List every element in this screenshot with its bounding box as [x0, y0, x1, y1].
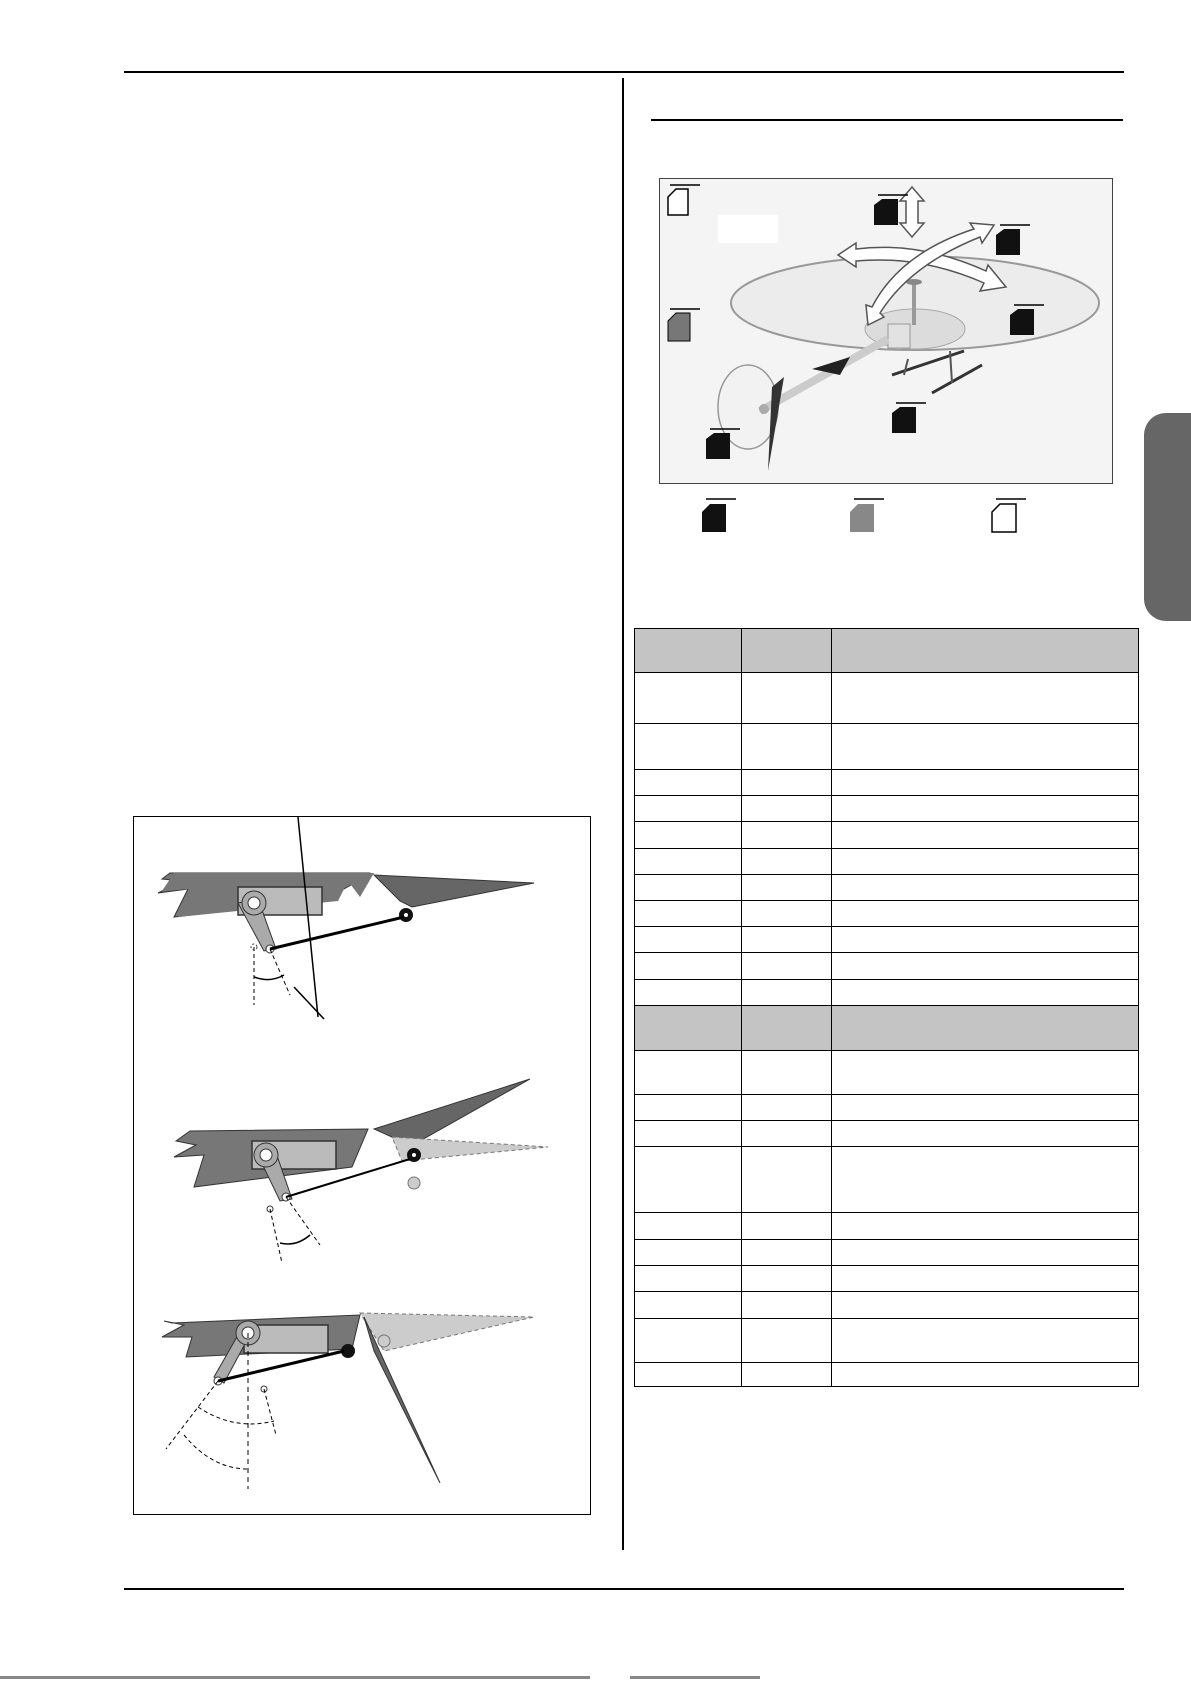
table-cell — [832, 1006, 1139, 1051]
table-cell — [832, 1240, 1139, 1266]
table-cell — [635, 796, 742, 822]
servo-gray-icon — [668, 309, 700, 341]
table-cell — [832, 1147, 1139, 1213]
table-cell — [635, 770, 742, 796]
helicopter-controls-figure — [659, 178, 1113, 484]
servo-outline-icon — [992, 499, 1026, 532]
table-cell — [742, 1147, 832, 1213]
table-cell — [635, 1147, 742, 1213]
table-row — [635, 849, 1139, 875]
table-row — [635, 927, 1139, 953]
table-cell — [742, 1292, 832, 1319]
table-cell — [742, 875, 832, 901]
table-header-row — [635, 629, 1139, 673]
chapter-tab — [1144, 413, 1191, 621]
table-row — [635, 1051, 1139, 1095]
table-cell — [635, 1240, 742, 1266]
servo-black-icon — [996, 225, 1030, 255]
table-cell — [742, 953, 832, 980]
table-cell — [742, 1240, 832, 1266]
servo-black-icon — [702, 499, 736, 532]
table-cell — [742, 1006, 832, 1051]
helicopter-diagram — [660, 179, 1112, 483]
table-cell — [742, 849, 832, 875]
mast-icon — [912, 283, 916, 325]
table-row — [635, 1319, 1139, 1363]
table-row — [635, 1095, 1139, 1121]
table-cell — [832, 980, 1139, 1006]
table-cell — [635, 1292, 742, 1319]
table-row — [635, 980, 1139, 1006]
table-cell — [832, 875, 1139, 901]
table-cell — [832, 1213, 1139, 1240]
table-cell — [635, 1213, 742, 1240]
table-cell — [635, 724, 742, 770]
table-cell — [742, 980, 832, 1006]
table-row — [635, 901, 1139, 927]
footer-rule — [124, 1588, 1124, 1590]
table-cell — [742, 770, 832, 796]
legend-gray-servo — [846, 496, 886, 534]
table-row — [635, 1266, 1139, 1292]
table-cell — [832, 629, 1139, 673]
table-cell — [635, 1363, 742, 1387]
table-cell — [832, 1363, 1139, 1387]
table-row — [635, 673, 1139, 724]
right-section-rule — [651, 119, 1123, 121]
table-cell — [742, 629, 832, 673]
servo-linkage-down-icon — [162, 1313, 534, 1489]
table-row — [635, 1292, 1139, 1319]
servo-outline-icon — [668, 185, 700, 215]
table-cell — [832, 724, 1139, 770]
table-cell — [832, 822, 1139, 849]
servo-linkage-diagram — [134, 817, 590, 1514]
table-cell — [832, 901, 1139, 927]
table-header-row — [635, 1006, 1139, 1051]
table-row — [635, 796, 1139, 822]
table-cell — [832, 1319, 1139, 1363]
table-row — [635, 1121, 1139, 1147]
scan-artifact — [0, 1676, 590, 1679]
table-row — [635, 770, 1139, 796]
table-cell — [635, 1266, 742, 1292]
scan-artifact — [630, 1676, 760, 1679]
table-cell — [832, 673, 1139, 724]
table-cell — [832, 1292, 1139, 1319]
table-row — [635, 724, 1139, 770]
table-row — [635, 822, 1139, 849]
table-cell — [742, 901, 832, 927]
servo-gray-icon — [850, 499, 884, 532]
table-cell — [635, 1095, 742, 1121]
table-cell — [742, 1051, 832, 1095]
table-cell — [742, 822, 832, 849]
servo-black-icon — [892, 403, 926, 433]
table-cell — [832, 796, 1139, 822]
table-cell — [742, 1363, 832, 1387]
table-row — [635, 1213, 1139, 1240]
legend-black-servo — [698, 496, 738, 534]
table-cell — [635, 629, 742, 673]
table-cell — [832, 953, 1139, 980]
table-cell — [635, 927, 742, 953]
table-cell — [832, 1051, 1139, 1095]
header-rule — [124, 71, 1124, 73]
table-row — [635, 1147, 1139, 1213]
table-cell — [742, 1095, 832, 1121]
table-cell — [635, 875, 742, 901]
table-row — [635, 953, 1139, 980]
table-cell — [832, 927, 1139, 953]
column-divider — [622, 78, 624, 1550]
table-row — [635, 1363, 1139, 1387]
table-cell — [742, 796, 832, 822]
table-cell — [635, 849, 742, 875]
table-cell — [635, 673, 742, 724]
table-cell — [742, 724, 832, 770]
table-cell — [635, 980, 742, 1006]
skid-icon — [932, 365, 982, 393]
table-cell — [742, 673, 832, 724]
table-cell — [635, 1006, 742, 1051]
servo-linkage-neutral-icon — [158, 817, 534, 1019]
table-cell — [742, 927, 832, 953]
cabin-icon — [888, 324, 910, 348]
legend-outline-servo — [988, 496, 1028, 534]
servo-linkage-figure — [133, 816, 591, 1515]
table-cell — [635, 1051, 742, 1095]
table-cell — [832, 849, 1139, 875]
label-mask — [718, 215, 778, 243]
table-cell — [635, 953, 742, 980]
skid-icon — [892, 351, 964, 375]
table-cell — [832, 1121, 1139, 1147]
table-cell — [742, 1266, 832, 1292]
table-cell — [832, 1095, 1139, 1121]
table-row — [635, 875, 1139, 901]
servo-assignment-table — [634, 628, 1139, 1387]
table-cell — [635, 1319, 742, 1363]
table-cell — [742, 1121, 832, 1147]
table-cell — [635, 822, 742, 849]
table-cell — [742, 1319, 832, 1363]
table-cell — [832, 1266, 1139, 1292]
table-cell — [742, 1213, 832, 1240]
table-cell — [635, 1121, 742, 1147]
servo-linkage-up-icon — [174, 1079, 548, 1263]
table-cell — [832, 770, 1139, 796]
table-row — [635, 1240, 1139, 1266]
table-cell — [635, 901, 742, 927]
